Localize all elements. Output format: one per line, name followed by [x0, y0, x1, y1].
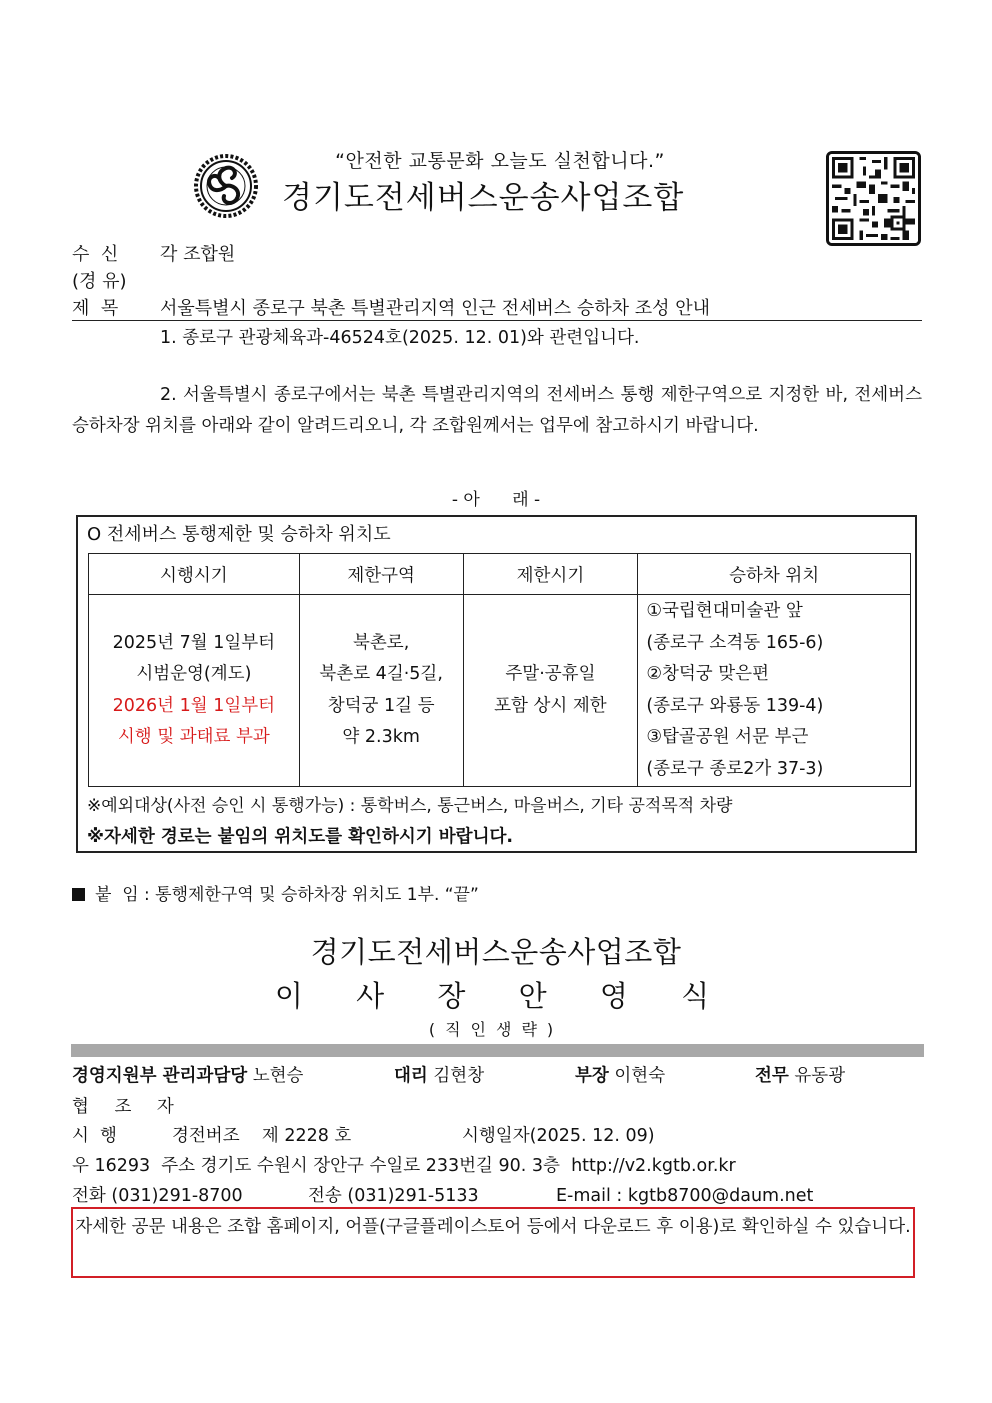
period-cell — [89, 595, 300, 787]
restriction-table — [88, 553, 911, 787]
location-line: (종로구 종로2가 37-3) — [646, 758, 824, 779]
zone-line: 약 2.3km — [342, 727, 420, 747]
time-line: 포함 상시 제한 — [494, 695, 607, 716]
enforcement-line: 2026년 1월 1일부터 — [112, 695, 276, 716]
cooperator-label: 협 조 자 — [72, 1097, 184, 1117]
period-line: 2025년 7월 1일부터 — [112, 632, 276, 653]
header-period: 시행시기 — [89, 554, 300, 595]
homepage-notice: 자세한 공문 내용은 조합 홈페이지, 어플(구글플레이스토어 등에서 다운로드 후 이용)로 확인하실 수 있습니다. — [71, 1207, 915, 1278]
execution-row — [72, 1122, 655, 1147]
table-header-row — [89, 554, 911, 595]
association-logo-icon — [192, 152, 260, 220]
location-cell — [638, 595, 911, 787]
period-line: 시범운영(계도) — [136, 664, 252, 684]
fax: 전송 (031)291-5133 — [308, 1186, 479, 1206]
organization-name: 경기도전세버스운송사업조합 — [282, 180, 685, 216]
via-row — [72, 267, 127, 293]
email: E-mail : kgtb8700@daum.net — [556, 1186, 814, 1206]
chairman-name: 이 사 장 안 영 식 — [274, 979, 732, 1013]
below-heading: - 아 래 - — [451, 490, 541, 510]
staff-2: 대리 김현창 — [394, 1066, 485, 1086]
address-line: 우 16293 주소 경기도 수원시 장안구 수일로 233번길 90. 3층 http://v2.kgtb.or.kr — [72, 1156, 736, 1176]
enforcement-line: 시행 및 과태료 부과 — [117, 727, 270, 747]
seal-omitted-note: (직인생략) — [428, 1020, 564, 1039]
location-line: ③탑골공원 서문 부근 — [646, 727, 809, 747]
slogan: “안전한 교통문화 오늘도 실천합니다.” — [335, 150, 665, 172]
staff-1: 경영지원부 관리과담당 노현승 — [72, 1066, 304, 1086]
subject-row — [72, 294, 710, 320]
execution-number: 경전버조 제 2228 호 — [172, 1126, 352, 1146]
notice-title: O 전세버스 통행제한 및 승하차 위치도 — [87, 524, 391, 545]
header-location: 승하차 위치 — [638, 554, 911, 595]
recipient-value: 각 조합원 — [160, 244, 236, 265]
divider-bar — [71, 1044, 924, 1057]
route-note: ※자세한 경로는 붙임의 위치도를 확인하시기 바랍니다. — [87, 827, 514, 847]
table-row — [89, 595, 911, 787]
location-line: ①국립현대미술관 앞 — [646, 601, 803, 621]
qr-code-icon[interactable] — [826, 151, 921, 246]
zone-line: 북촌로 4길·5길, — [319, 664, 443, 684]
signature-organization: 경기도전세버스운송사업조합 — [310, 935, 682, 969]
location-line: (종로구 소격동 165-6) — [646, 632, 824, 653]
execution-date: 시행일자(2025. 12. 09) — [462, 1126, 655, 1146]
time-line: 주말·공휴일 — [505, 664, 596, 684]
subject-divider — [72, 320, 922, 321]
execution-label: 시 행 — [72, 1126, 117, 1146]
phone: 전화 (031)291-8700 — [72, 1186, 243, 1206]
zone-cell — [299, 595, 463, 787]
header-zone: 제한구역 — [299, 554, 463, 595]
recipient-label: 수 신 — [72, 244, 119, 265]
subject-label: 제 목 — [72, 298, 119, 319]
header-time: 제한시기 — [463, 554, 638, 595]
subject-value: 서울특별시 종로구 북촌 특별관리지역 인근 전세버스 승하차 조성 안내 — [160, 298, 711, 319]
attachment-line — [72, 880, 479, 905]
paragraph-1: 1. 종로구 관광체육과-46524호(2025. 12. 01)와 관련입니다. — [160, 328, 640, 348]
contact-row — [72, 1182, 813, 1207]
time-cell — [463, 595, 638, 787]
location-line: ②창덕궁 맞은편 — [646, 664, 769, 684]
zone-line: 북촌로, — [353, 632, 410, 653]
exemption-note: ※예외대상(사전 승인 시 통행가능) : 통학버스, 통근버스, 마을버스, 기타 공적목적 차량 — [87, 796, 733, 816]
location-line: (종로구 와룡동 139-4) — [646, 695, 824, 716]
via-label: (경 유) — [72, 271, 127, 292]
recipient-row — [72, 240, 235, 266]
square-bullet-icon — [72, 888, 85, 901]
staff-3: 부장 이현숙 — [575, 1066, 666, 1086]
zone-line: 창덕궁 1길 등 — [327, 695, 435, 716]
attachment-text: 붙 임 : 통행제한구역 및 승하차장 위치도 1부. “끝” — [95, 885, 479, 905]
paragraph-2: 2. 서울특별시 종로구에서는 북촌 특별관리지역의 전세버스 통행 제한구역으로 지정한 바, 전세버스 승하차장 위치를 아래와 같이 알려드리오니, 각 조합원께서는 업무에 참고하시기 바랍니다. — [72, 385, 922, 436]
staff-4: 전무 유동광 — [755, 1066, 846, 1086]
